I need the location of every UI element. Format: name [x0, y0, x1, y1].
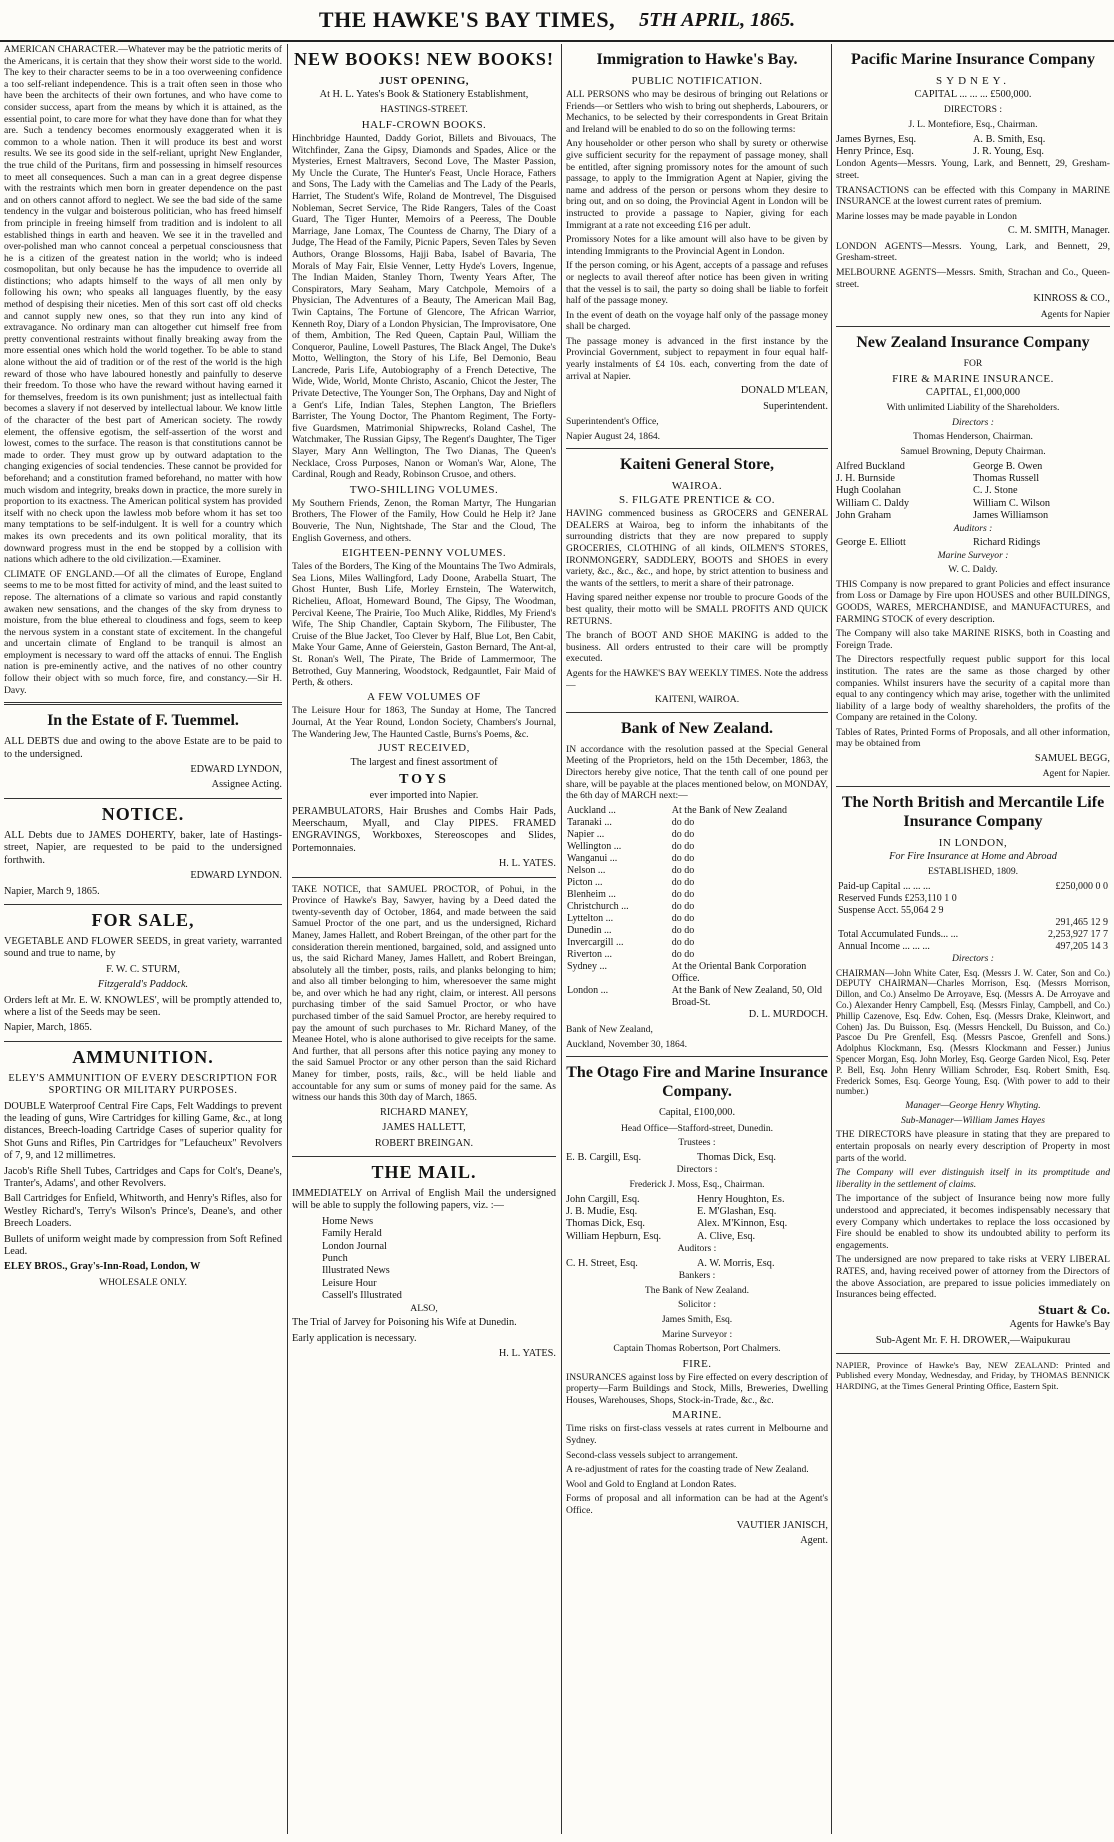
nb-financial-row — [836, 929, 1110, 941]
column-rule — [831, 44, 832, 1834]
halfcrown-list: Hinchbridge Haunted, Daddy Goriot, Billets and Bivouacs, The Witchfinder, Zana the Gipsy, Diamonds and Spades, Alice or the Mysteries, Ernest Maltravers, Second Love, The Master Passion, My Uncle the Curate, The Hunter's Feast, Uncle Horace, Fathers and Sons, The Lady with the Camelias and The Lady of the Pearls, Harriet, The Student's Wife, Roland de Montrevel, The Disguised Nobleman, Secret Service, The Ride Rangers, Tales of the Coast Guard, The Tiger Hunter, Memoirs of a Peeress, The Double Marriage, Jane Lomax, The Countess de Charny, The Diary of a Judge, The Head of the Family, Picnic Papers, Seven Tales by Seven Authors, Orange Blossoms, Hajji Baba, Isabel of Bavaria, The Morals of May Fair, Elsie Venner, Letty Hyde's Lovers, Ingenue, The Indian Maiden, Stanley Thorn, Twenty Years After, The Conspirators, Mary Seaham, Mary Catchpole, Memoirs of a Physician, The Adventures of a Beauty, The American Mail Bag, Twin Captains, The Fortune of Glencore, The African Warrior, Kenneth Roy, Diary of a London Physician, The Improvisatore, One of them, Ambition, The Red Queen, Captain Paul, William the Conqueror, Pauline, Lowell Pastures, The Black Angel, The Duke's Motto, Wellington, the Story of his Life, Bel Demonio, Beau Lancrede, Paris Life, Autobiography of a French Detective, The Wide, Wide, World, Monte Christo, Ascanio, Chicot the Jester, The Private Detective, The Younger Son, The Orphans, Day and Night of a Gent's Life, Indian Tales, Stephen Langton, The Brieflers Barrister, The Young Doctor, The Phantom Regiment, The Forty-five Guardsmen, Matrimonial Shipwrecks, Roland Cashel, The Watchmaker, The Russian Gipsy, The Regent's Daughter, The Tiger Slayer, Mary Ann Wellington, The Two Dianas, The Queen's Necklace, Cross Purposes, Nanon or Woman's War, Alone, The Cardinal, Rough and Ready, Robinson Crusoe, and others. — [292, 133, 556, 481]
otago-capital: Capital, £100,000. — [658, 1107, 736, 1119]
divider — [836, 326, 1110, 327]
pacific-director: James Byrnes, Esq. — [836, 133, 917, 145]
divider — [836, 1353, 1110, 1354]
bank-sydney: Sydney ... — [567, 960, 607, 972]
bank-sydney-address: At the Oriental Bank Corporation Office. — [671, 960, 807, 984]
nb-financial-value: 2,253,927 17 7 — [1048, 929, 1108, 941]
immigration-para: Promissory Notes for a like amount will also have to be given by intending Immigrants to the Provincial Agent in London. — [566, 234, 828, 257]
paper-item: Illustrated News — [322, 1265, 390, 1277]
halfcrown-heading: HALF-CROWN BOOKS. — [361, 119, 487, 131]
nb-financial-label: Total Accumulated Funds... ... — [838, 929, 959, 941]
eighteen-heading: EIGHTEEN-PENNY VOLUMES. — [341, 547, 507, 560]
divider — [4, 798, 282, 799]
books-opening: JUST OPENING, — [378, 75, 470, 87]
nz-surveyor-heading: Marine Surveyor : — [937, 549, 1009, 561]
twoshilling-list: My Southern Friends, Zenon, the Roman Martyr, The Hungarian Brothers, The Flower of the Family, How Could he Help it? Jane Bouverie, The Nun, Nightshade, The Star and the Cloud, The English Governess, and others. — [292, 497, 556, 544]
also-label: ALSO, — [410, 1302, 438, 1314]
nz-subheading: FIRE & MARINE INSURANCE. — [892, 372, 1054, 385]
books-heading: NEW BOOKS! NEW BOOKS! — [294, 49, 554, 69]
kaiteni-para: Having spared neither expense nor trouble to procure Goods of the best quality, their motto will be SMALL PROFITS AND QUICK RETURNS. — [566, 592, 828, 627]
otago-auditor-row — [566, 1258, 828, 1270]
ammunition-para: DOUBLE Waterproof Central Fire Caps, Felt Waddings to prevent the leading of guns, Wire Cartridges for killing Game, &c., at long distances, Breech-loading Cartridge Cases of superior quality for Shot Guns and Rifles, Pin Cartridges for "Lefaucheux" Revolvers of 7, 9, and 12 millimetres. — [4, 1100, 282, 1162]
nz-director-row — [836, 485, 1110, 497]
forsale-text: VEGETABLE AND FLOWER SEEDS, in great variety, warranted sound and true to name, by — [4, 935, 282, 960]
bank-overseas-table — [566, 961, 828, 1009]
divider — [4, 904, 282, 905]
bank-place-row — [566, 877, 828, 889]
ammunition-heading: AMMUNITION. — [72, 1046, 214, 1067]
otago-director: Thomas Dick, Esq. — [566, 1218, 645, 1230]
column-rule — [287, 44, 288, 1834]
nb-heading: The North British and Mercantile Life Insurance Company — [841, 794, 1105, 831]
otago-trustee: Thomas Dick, Esq. — [697, 1151, 776, 1163]
estate-signature: EDWARD LYNDON, — [190, 764, 282, 776]
bank-place-row — [566, 829, 828, 841]
proctor-signature: RICHARD MANEY, — [380, 1106, 468, 1118]
otago-trustee-row — [566, 1152, 828, 1164]
nz-director: George B. Owen — [973, 460, 1043, 472]
otago-directors — [566, 1194, 828, 1244]
nz-auditor: George E. Elliott — [836, 537, 906, 549]
yates-signature: H. L. YATES. — [498, 1348, 556, 1360]
nz-auditors — [836, 537, 1110, 549]
twoshilling-heading: TWO-SHILLING VOLUMES. — [349, 483, 499, 496]
paper-item: Cassell's Illustrated — [322, 1290, 402, 1302]
immigration-signature-role: Superintendent. — [763, 400, 828, 412]
masthead-date: 5TH APRIL, 1865. — [639, 8, 796, 31]
bank-place-address: do do — [671, 924, 695, 936]
bank-place-address: At the Bank of New Zealand — [671, 804, 788, 816]
otago-directors-heading: Directors : — [676, 1164, 718, 1176]
pacific-london-agents: LONDON AGENTS—Messrs. Young, Lark, and Bennett, 29, Gresham-street. — [836, 240, 1110, 264]
bank-place-address: do do — [671, 900, 695, 912]
bank-place-row — [566, 865, 828, 877]
nz-director-row — [836, 498, 1110, 510]
bank-office: Bank of New Zealand, — [566, 1024, 653, 1036]
bank-place-row — [566, 901, 828, 913]
proctor-signature: ROBERT BREINGAN. — [374, 1137, 474, 1149]
bank-heading: Bank of New Zealand. — [620, 719, 774, 737]
nb-para: The Company will ever distinguish itself in its promptitude and liberality in the settlement of claims. — [836, 1167, 1110, 1190]
bank-place-row — [566, 805, 828, 817]
paper-item: Family Herald — [322, 1228, 382, 1240]
bank-place: Auckland ... — [567, 804, 616, 816]
marine-para: Wool and Gold to England at London Rates. — [566, 1478, 737, 1490]
otago-director: John Cargill, Esq. — [566, 1193, 640, 1205]
nz-auditor: Richard Ridings — [973, 537, 1041, 549]
otago-director: A. Clive, Esq. — [697, 1230, 756, 1242]
nb-financial-value — [1017, 905, 1110, 917]
marine-heading: MARINE. — [672, 1409, 722, 1422]
pacific-director-row — [836, 134, 1110, 146]
bank-place: Blenheim ... — [567, 888, 616, 900]
nz-director-row — [836, 461, 1110, 473]
bank-place-address: do do — [671, 876, 695, 888]
nb-financial-row — [836, 905, 1110, 917]
immigration-para: ALL PERSONS who may be desirous of bringing out Relations or Friends—or Settlers who wish to bring out shepherds, Labourers, or Mechanics, to be selected by their correspondents in Great Britain and Ireland will be enabled to do so on the following terms: — [566, 89, 828, 135]
nb-financial-label — [836, 917, 1017, 929]
nb-financial-row — [836, 917, 1110, 929]
otago-head-office: Head Office—Stafford-street, Dunedin. — [620, 1122, 774, 1134]
goods-list: PERAMBULATORS, Hair Brushes and Combs Hair Pads, Meerschaum, Myall, and Clay PIPES. FRAMED ENGRAVINGS, Workboxes, Stereoscopes and Slides, Portemonnaies. — [292, 805, 556, 854]
pacific-directors-heading: DIRECTORS : — [943, 104, 1003, 116]
nb-financial-value: £250,000 0 0 — [1055, 881, 1108, 893]
nb-submanager: Sub-Manager—William James Hayes — [901, 1114, 1045, 1126]
pacific-para: Marine losses may be made payable in London — [836, 210, 1017, 222]
nz-director: William C. Wilson — [973, 497, 1051, 509]
bank-place-address: do do — [671, 864, 695, 876]
otago-auditors-heading: Auditors : — [677, 1243, 717, 1255]
proctor-notice: TAKE NOTICE, that SAMUEL PROCTOR, of Pohui, in the Province of Hawke's Bay, Sawyer, having by a Deed dated the twenty-seventh day of October, 1864, and made between the said Samuel Proctor of the one part, and us the undersigned, Richard Maney, James Hallett, and Robert Breingan, of the other part for the consideration therein mentioned, bargained, sold, and assigned unto us, the said Richard Maney, James Hallett, and Robert Breingan, absolutely all the timber, posts, rails, and planks belonging to him; and also all timber belonging to him, wheresoever the same might be, and over which he had any right, claim, or interest. All persons purchasing timber of the said Samuel Proctor, or who have purchased timber of the said Samuel Proctor, are hereby required to pay the amount of such purchases to Mr. Richard Maney, of the Meanee Hotel, who is alone authorised to give receipts for the same. And further, that all persons after this notice paying any money to the said Samuel Proctor or any other person than the said Richard Maney for timber, posts, rails, &c., will be held liable and accountable for any sum or sums of money paid for the same. As witness our hands this 30th day of March, 1865. — [292, 883, 556, 1104]
bank-place-address: do do — [671, 840, 695, 852]
bank-place-row — [566, 889, 828, 901]
nb-directors-heading: Directors : — [951, 953, 994, 965]
pacific-directors — [836, 134, 1110, 159]
nb-financial-label: Suspense Acct. 55,064 2 9 — [838, 905, 944, 917]
immigration-subheading: PUBLIC NOTIFICATION. — [631, 75, 763, 87]
bank-date: Auckland, November 30, 1864. — [566, 1038, 687, 1050]
otago-director: Alex. M'Kinnon, Esq. — [697, 1218, 788, 1230]
bank-place: Wanganui ... — [567, 852, 618, 864]
divider — [566, 1056, 828, 1057]
otago-auditors — [566, 1258, 828, 1270]
nb-para: The undersigned are now prepared to take risks at VERY LIBERAL RATES, and, having received power of attorney from the Directors of the above Association, are prepared to issue policies immediately on Insurances being effected. — [836, 1254, 1110, 1301]
papers-list — [292, 1216, 556, 1303]
nb-financial-row — [836, 941, 1110, 953]
nb-financial-label: Paid-up Capital ... ... ... — [838, 881, 931, 893]
few-heading: A FEW VOLUMES OF — [367, 690, 481, 703]
nb-financial-label: Reserved Funds £253,110 1 0 — [838, 893, 957, 905]
trial-text: The Trial of Jarvey for Poisoning his Wife at Dunedin. — [292, 1317, 517, 1329]
nz-directors — [836, 461, 1110, 523]
bank-place: Christchurch ... — [567, 900, 629, 912]
nb-manager: Manager—George Henry Whyting. — [905, 1100, 1041, 1112]
nz-director-row — [836, 510, 1110, 522]
marine-para: A re-adjustment of rates for the coasting trade of New Zealand. — [566, 1464, 809, 1476]
just-received: JUST RECEIVED, — [378, 742, 470, 755]
mail-text: IMMEDIATELY on Arrival of English Mail the undersigned will be able to supply the following papers, viz. :— — [292, 1188, 556, 1212]
masthead — [0, 0, 1114, 40]
nb-signature: Stuart & Co. — [1038, 1301, 1110, 1317]
forsale-place: Fitzgerald's Paddock. — [97, 979, 189, 991]
bank-place-row — [566, 913, 828, 925]
divider — [566, 712, 828, 713]
bank-place: Dunedin ... — [567, 924, 612, 936]
fire-text: INSURANCES against loss by Fire effected on every description of property—Farm Buildings and Stock, Mills, Breweries, Dwelling Houses, Warehouses, Shops, Stock-in-Trade, &c., &c. — [566, 1371, 828, 1406]
column-3 — [566, 44, 828, 1834]
few-list: The Leisure Hour for 1863, The Sunday at Home, The Tancred Journal, At the Year Round, London Society, Chambers's Journal, The Wandering Jew, The Haunted Castle, Burns's Poems, &c. — [292, 705, 556, 740]
ammunition-wholesale: WHOLESALE ONLY. — [99, 1276, 187, 1288]
column-rule — [561, 44, 562, 1834]
bank-london-address: At the Bank of New Zealand, 50, Old Broad-St. — [671, 984, 823, 1008]
imported-text: ever imported into Napier. — [369, 790, 479, 802]
column-4 — [836, 44, 1110, 1834]
toys-label: TOYS — [399, 772, 449, 788]
marine-para: Time risks on first-class vessels at rates current in Melbourne and Sydney. — [566, 1423, 828, 1447]
bank-place: Lyttelton ... — [567, 912, 614, 924]
nb-financial-value — [1017, 893, 1110, 905]
paper-item: Leisure Hour — [322, 1277, 377, 1289]
pacific-manager: C. M. SMITH, Manager. — [1007, 225, 1110, 237]
nz-director: James Williamson — [973, 510, 1049, 522]
column-2 — [292, 44, 556, 1834]
books-at: At H. L. Yates's Book & Stationery Establishment, — [319, 89, 529, 100]
divider — [292, 877, 556, 878]
nb-in-london: IN LONDON, — [938, 837, 1008, 850]
nz-para: THIS Company is now prepared to grant Policies and effect insurance from Loss or Damage by Fire upon HOUSES and other BUILDINGS, GOODS, WARES, MERCHANDISE, and MANUFACTURES, and FARMING STOCK of every description. — [836, 578, 1110, 625]
forsale-name: F. W. C. STURM, — [106, 963, 180, 975]
marine-para: Forms of proposal and all information can be had at the Agent's Office. — [566, 1493, 828, 1517]
yates-signature: H. L. YATES. — [498, 858, 556, 870]
notice-date: Napier, March 9, 1865. — [4, 885, 100, 897]
nz-director: John Graham — [836, 510, 892, 522]
fire-heading: FIRE. — [682, 1357, 712, 1370]
largest-assortment: The largest and finest assortment of — [350, 756, 498, 768]
notice-text: ALL Debts due to JAMES DOHERTY, baker, late of Hastings-street, Napier, are requested to be paid to the undersigned forthwith. — [4, 829, 282, 866]
kaiteni-para: HAVING commenced business as GROCERS and GENERAL DEALERS at Wairoa, beg to inform the inhabitants of the surrounding districts that they are now prepared to supply GROCERIES, CLOTHING of all kinds, OILMEN'S STORES, IRONMONGERY, SADDLERY, BOOTS and SHOES in every variety, &c., &c., &c., and hope, by strict attention to business and the wants of the settlers, to merit a share of their patronage. — [566, 508, 828, 589]
estate-signature-role: Assignee Acting. — [211, 779, 282, 791]
bank-place-address: do do — [671, 888, 695, 900]
nz-for: FOR — [963, 358, 983, 370]
bank-place-row — [566, 937, 828, 949]
bank-place-address: do do — [671, 828, 695, 840]
bank-place: Taranaki ... — [567, 816, 612, 828]
bank-place-row — [566, 841, 828, 853]
ammunition-para: Bullets of uniform weight made by compression from Soft Refined Lead. — [4, 1233, 282, 1258]
nz-heading: New Zealand Insurance Company — [856, 334, 1090, 352]
otago-signature: VAUTIER JANISCH, — [736, 1519, 828, 1531]
nb-para: THE DIRECTORS have pleasure in stating that they are prepared to entertain proposals on nearly every description of Property in most parts of the world. — [836, 1129, 1110, 1164]
otago-solicitor-heading: Solicitor : — [677, 1299, 717, 1311]
nz-para: The Directors respectfully request public support for this local institution. The rates are the same as those charged by other companies. Whilst insurers have the security of a capital more than equal to any contingency which may arise, together with the unlimited liability of a large body of wealthy shareholders, the profits of the Company are retained in the Colony. — [836, 654, 1110, 724]
nz-deputy: Samuel Browning, Deputy Chairman. — [900, 445, 1046, 457]
forsale-orders: Orders left at Mr. E. W. KNOWLES', will be promptly attended to, where a list of the Seeds may be seen. — [4, 994, 282, 1018]
nz-chairman: Thomas Henderson, Chairman. — [913, 431, 1033, 443]
bank-place-address: do do — [671, 912, 695, 924]
ammunition-signature: ELEY BROS., Gray's-Inn-Road, London, W — [4, 1261, 201, 1273]
bank-place-address: do do — [671, 948, 695, 960]
estate-text: ALL DEBTS due and owing to the above Estate are to be paid to to the undersigned. — [4, 736, 282, 760]
immigration-para: Any householder or other person who shall by surety or otherwise give sufficient security for the repayment of passage money, shall be entitled, after signing promissory notes for the amount of such passage, to apply to the Immigration Agent at Napier, giving the name and address of the person or persons whom they desire to bring out, and on so doing, the Provincial Agent in London will be instructed to provide a passage to Napier, giving for each Immigrant at a rate not exceeding £16 per adult. — [566, 138, 828, 231]
nz-liability: With unlimited Liability of the Shareholders. — [886, 402, 1060, 414]
column-1 — [4, 44, 282, 1834]
paper-item: Home News — [322, 1215, 374, 1227]
nz-auditors-heading: Auditors : — [953, 522, 993, 534]
divider — [4, 1041, 282, 1042]
bank-place-row — [566, 925, 828, 937]
kaiteni-heading: Kaiteni General Store, — [620, 456, 774, 474]
forsale-heading: FOR SALE, — [91, 909, 195, 930]
nz-capital: CAPITAL, £1,000,000 — [925, 386, 1021, 398]
otago-heading: The Otago Fire and Marine Insurance Company. — [566, 1064, 828, 1101]
masthead-rule — [0, 40, 1114, 42]
bank-signature: D. L. MURDOCH. — [748, 1008, 828, 1020]
ammunition-para: Ball Cartridges for Enfield, Whitworth, and Henry's Rifles, also for Westley Richard's, Terry's Wilson's Prince's, Deane's, and other Breech Loaders. — [4, 1193, 282, 1230]
nz-para: The Company will also take MARINE RISKS, both in Coasting and Foreign Trade. — [836, 628, 1110, 651]
immigration-signature: DONALD M'LEAN, — [740, 385, 828, 397]
immigration-office: Superintendent's Office, — [566, 416, 659, 428]
pacific-london: London Agents—Messrs. Young, Lark, and Bennett, 29, Gresham-street. — [836, 158, 1110, 181]
divider — [566, 448, 828, 449]
pacific-melbourne-agents: MELBOURNE AGENTS—Messrs. Smith, Strachan and Co., Queen-street. — [836, 266, 1110, 290]
kaiteni-address: KAITENI, WAIROA. — [654, 694, 740, 706]
divider — [4, 702, 282, 705]
divider — [292, 1156, 556, 1157]
otago-surveyor: Captain Thomas Robertson, Port Chalmers. — [613, 1343, 781, 1355]
immigration-para: The passage money is advanced in the first instance by the Provincial Government, subject to repayment in four equal half-yearly instalments of £4 10s. each, converting from the date of arrival at Napier. — [566, 335, 828, 382]
article-climate-of-england: CLIMATE OF ENGLAND.—Of all the climates of Europe, England seems to me to be most fitted for activity of mind, and the least suited to repose. The alternations of a climate so various and rapid constantly awaken new sensations, and the changes of the sky from dryness to moisture, from the blue ethereal to cloudiness and fogs, seem to keep the nervous system in a constant state of excitement. In the changeful and uncertain climate of England to be tranquil is almost an employment is necessary to ward off the attacks of ennui. The English nation is pre-eminently active, and the natives of no other country follow their object with so much force, fire, and constancy.—Sir H. Davy. — [4, 568, 282, 696]
notice-heading: NOTICE. — [101, 803, 185, 824]
paper-item: Punch — [322, 1253, 348, 1265]
divider — [836, 786, 1110, 787]
nb-financial-row — [836, 893, 1110, 905]
nb-para: The importance of the subject of Insurance being now more fully understood and appreciated, it becomes indispensably necessary that every Company which undertakes to replace the loss occasioned by Fire should be enabled to show its undoubted ability to perform its engagements. — [836, 1193, 1110, 1251]
nz-directors-heading: Directors : — [951, 416, 994, 428]
bank-place: Riverton ... — [567, 948, 612, 960]
ammunition-para: Jacob's Rifle Shell Tubes, Cartridges and Caps for Colt's, Deane's, Tranter's, Adams', and other Revolvers. — [4, 1165, 282, 1189]
immigration-para: In the event of death on the voyage half only of the passage money shall be charged. — [566, 309, 828, 333]
pacific-signature: KINROSS & CO., — [1033, 293, 1110, 305]
nb-directors: CHAIRMAN—John White Cater, Esq. (Messrs J. W. Cater, Son and Co.) DEPUTY CHAIRMAN—Charles Morrison, Esq. (Messrs Morrison, Dillon, and Co.) Anselmo De Arroyave, Esq. (Messrs A. De Arroyave and Co.) Alexander Henry Campbell, Esq. (Messrs Finlay, Campbell, and Co.) Phillip Cazenove, Esq. Edw. Cohen, Esq. (Messrs Drake, Kleinwort, and Cohen) Jas. Du Buisson, Esq. (Messrs Henckell, Du Buisson, and Co.) Pascoe Du Pre Grenfell, Esq. (Messrs Pascoe, Grenfell and Sons.) Adolphus Klockmann, Esq. (Messrs Klockmann and Fesser.) Junius Spencer Morgan, Esq. John Morley, Esq. George Garden Nicol, Esq. Peter P. Bell, Esq. John Henry William Schroder, Esq. Robert Smith, Esq. Frederick Somes, Esq. George Young, Esq. (With power to add to their number.) — [836, 967, 1110, 1097]
nz-director: Thomas Russell — [973, 472, 1040, 484]
otago-auditor: A. W. Morris, Esq. — [697, 1257, 775, 1269]
pacific-capital: CAPITAL ... ... ... £500,000. — [914, 89, 1032, 100]
bank-place: Nelson ... — [567, 864, 606, 876]
nb-subagent: Sub-Agent Mr. F. H. DROWER,—Waipukurau — [875, 1334, 1071, 1346]
pacific-para: TRANSACTIONS can be effected with this Company in MARINE INSURANCE at the lowest current rates of premium. — [836, 184, 1110, 208]
otago-surveyor-heading: Marine Surveyor : — [661, 1328, 733, 1340]
otago-bankers-heading: Bankers : — [678, 1270, 716, 1282]
nb-financial-value: 497,205 14 3 — [1055, 941, 1108, 953]
nz-para: Tables of Rates, Printed Forms of Proposals, and all other information, may be obtained from — [836, 726, 1110, 750]
notice-signature: EDWARD LYNDON. — [190, 870, 282, 882]
pacific-signature-role: Agents for Napier — [1040, 308, 1110, 320]
bank-place-row — [566, 949, 828, 961]
kaiteni-para: The branch of BOOT AND SHOE MAKING is added to the business. All orders entrusted to their care will be promptly executed. — [566, 630, 828, 665]
otago-trustee: E. B. Cargill, Esq. — [566, 1151, 642, 1163]
pacific-director: Henry Prince, Esq. — [836, 146, 914, 157]
nz-signature-role: Agent for Napier. — [1042, 768, 1110, 780]
masthead-title: THE HAWKE'S BAY TIMES, — [318, 7, 616, 32]
ammunition-subheading: ELEY'S AMMUNITION OF EVERY DESCRIPTION FOR SPORTING OR MILITARY PURPOSES. — [8, 1072, 278, 1097]
otago-director: E. M'Glashan, Esq. — [697, 1205, 777, 1217]
nb-financials — [836, 881, 1110, 953]
otago-bankers: The Bank of New Zealand. — [644, 1284, 750, 1296]
kaiteni-para: Agents for the HAWKE'S BAY WEEKLY TIMES. Note the address— — [566, 667, 828, 691]
otago-director-row — [566, 1231, 828, 1243]
eighteen-list: Tales of the Borders, The King of the Mountains The Two Admirals, Sea Lions, Miles Wallingford, Lady Doone, Arabella Stuart, The Ghost Hunter, Bush Life, Morley Ernstein, The Waterwitch, Richelieu, Afloat, Homeward Bound, The Gipsy, The Woodman, Percival Keene, The Prairie, Too Much Alike, Riddles, My Friend's Wife, The Ship Chandler, Captain Skyborn, The Filibuster, The Cruise of the Blue Jacket, Too Clever by Half, Blue Lot, Ben Cabit, Make Your Game, Anne of Geierstein, Gaston Bernard, The Ant-al, St. Ronan's Well, The Pirate, The Bride of Lammermoor, The Betrothed, Guy Mannering, Woodstock, Redgauntlet, Fair Maid of Perth, & others. — [292, 561, 556, 689]
otago-director-row — [566, 1218, 828, 1230]
otago-director-row — [566, 1206, 828, 1218]
otago-solicitor: James Smith, Esq. — [661, 1313, 733, 1325]
nb-financial-value: 291,465 12 9 — [1055, 917, 1108, 929]
nb-financial-row — [836, 881, 1110, 893]
nz-auditor-row — [836, 537, 1110, 549]
otago-chairman: Frederick J. Moss, Esq., Chairman. — [629, 1178, 765, 1190]
otago-director-row — [566, 1194, 828, 1206]
nz-surveyor: W. C. Daldy. — [948, 564, 998, 576]
nz-director: J. H. Burnside — [836, 472, 895, 484]
immigration-para: If the person coming, or his Agent, accepts of a passage and refuses or neglects to avail thereof after notice has been given in writing that the vessel is to sail, the party so doing shall be liable to forfeit half of the passage money. — [566, 260, 828, 307]
bank-place-row — [566, 817, 828, 829]
immigration-heading: Immigration to Hawke's Bay. — [596, 51, 798, 68]
bank-place-address: do do — [671, 816, 695, 828]
otago-trustees-heading: Trustees : — [678, 1137, 716, 1149]
nb-established: ESTABLISHED, 1809. — [927, 866, 1019, 878]
marine-para: Second-class vessels subject to arrangement. — [566, 1449, 738, 1461]
bank-place: Wellington ... — [567, 840, 622, 852]
pacific-director: A. B. Smith, Esq. — [973, 133, 1046, 145]
bank-london: London ... — [567, 984, 609, 996]
otago-director: Henry Houghton, Es. — [697, 1193, 785, 1205]
nb-financial-label: Annual Income ... ... ... — [838, 941, 930, 953]
immigration-date: Napier August 24, 1864. — [566, 430, 661, 442]
otago-auditor: C. H. Street, Esq. — [566, 1257, 638, 1269]
bank-place: Napier ... — [567, 828, 605, 840]
nz-director: Alfred Buckland — [836, 460, 905, 472]
pacific-heading: Pacific Marine Insurance Company — [851, 51, 1095, 68]
article-american-character: AMERICAN CHARACTER.—Whatever may be the patriotic merits of the Americans, it is certain that they show their worst side to the world. The key to their character seems to be in a too overweening confidence a too self-reliant independence. This is a trait often seen in those who have been the architects of their own fortunes, and who have come to consider success, apart from the means by which it is attained, as the essential point, to care more for what they have done than for what they are. Such a tendency becomes enormously exaggerated when it is common to a whole nation. Then it will produce its best and worst results. We see its good side in the self-reliant, upright New Englander, the true child of the Puritans, firm and possessing in himself resources to meet all consequences. Such a man can in a great degree dispense with the restraints which men born in greater dependence on the past and on others cannot afford to neglect. We see the bad side of the same tendency in the vulgar and boisterous politician, who has freed himself from principle in freeing himself from tradition and is indolent to all established things in earth and heaven. We see it in the travelled and over-polished man who cannot conceal a perpetual consciousness that he is a citizen of the greatest nation in the world; who is indeed cosmopolitan, but only because he has the impudence to override all distinctions; who adapts himself to the ways of all men only by following his own; who speaks all languages fluently, by the easy method of despising their niceties. Men of this sort cast off old checks and cannot supply new ones, so that they run into any kind of extravagance. No ordinary man can altogether cut himself free from pretty conventional restraints without finally breaking away from the more essential ones which hold the world together. To be able to stand alone without the aid of tradition or of the rest of the world is the high reward of those who have laboured honestly and painfully to deserve their freedom. To those who have the reward without having earned it for themselves, freedom is its own punishment; just as intellectual faith becomes a slavery if not deserved by intellectual labour. We know little of the character of the best part of American society. The rowdy element, the offensive egotism, the self-assertion of the worst and lowest, comes to the surface. The reason is that constitutions cannot be made to order. They must grow up by outward adaptation to the changing exigencies of social tendencies. These cannot be provided for beforehand; and a constitution framed beforehand, no matter with how much wisdom and integrity, breaks down in practice, the more surely in proportion to its exactness. The American political system has provided itself with no check upon the lawless mob before whom it has set too many temptations to be self-indulgent. It is well for a country which makes its own precedents and its own political morality, that its downward progress must in the end be stopped by a collision with nations which adhere to the old civilization.—Examiner. — [4, 44, 282, 566]
books-street: HASTINGS-STREET. — [380, 104, 468, 116]
bank-place-address: do do — [671, 936, 695, 948]
forsale-date: Napier, March, 1865. — [4, 1022, 92, 1034]
imprint: NAPIER, Province of Hawke's Bay, NEW ZEALAND: Printed and Published every Monday, Wednesday, and Friday, by THOMAS BENNICK HARDING, at the Times General Printing Office, Eastern Spit. — [836, 1359, 1110, 1391]
estate-heading: In the Estate of F. Tuemmel. — [47, 712, 239, 730]
bank-notice: IN accordance with the resolution passed at the Special General Meeting of the Proprietors, held on the 15th December, 1863, the Directors hereby give notice, That the tenth call of one pound per share, will be payable at the places mentioned below, on MONDAY, the 6th day of MARCH next:— — [566, 743, 828, 802]
kaiteni-place: WAIROA. — [671, 480, 723, 493]
bank-place-address: do do — [671, 852, 695, 864]
kaiteni-firm: S. FILGATE PRENTICE & CO. — [618, 494, 776, 507]
nb-for: For Fire Insurance at Home and Abroad — [889, 851, 1057, 863]
pacific-chairman: J. L. Montefiore, Esq., Chairman. — [908, 119, 1038, 130]
bank-place: Invercargill ... — [567, 936, 624, 948]
pacific-director-row — [836, 146, 1110, 158]
nz-director: C. J. Stone — [973, 485, 1018, 497]
nz-director: William C. Daldy — [836, 497, 910, 509]
paper-item: London Journal — [322, 1240, 387, 1252]
proctor-signature: JAMES HALLETT, — [382, 1122, 466, 1134]
otago-signature-role: Agent. — [800, 1535, 828, 1547]
nz-signature: SAMUEL BEGG, — [1034, 753, 1110, 765]
bank-places-table — [566, 805, 828, 961]
bank-place-row — [566, 853, 828, 865]
nb-signature-role: Agents for Hawke's Bay — [1009, 1319, 1110, 1331]
bank-place: Picton ... — [567, 876, 603, 888]
early-text: Early application is necessary. — [292, 1332, 417, 1344]
nz-director-row — [836, 473, 1110, 485]
nz-director: Hugh Coolahan — [836, 485, 901, 497]
otago-trustees — [566, 1152, 828, 1164]
pacific-city: SYDNEY. — [936, 75, 1010, 87]
mail-heading: THE MAIL. — [371, 1162, 477, 1183]
otago-director: William Hepburn, Esq. — [566, 1230, 662, 1242]
pacific-director: J. R. Young, Esq. — [973, 146, 1044, 157]
otago-director: J. B. Mudie, Esq. — [566, 1205, 638, 1217]
